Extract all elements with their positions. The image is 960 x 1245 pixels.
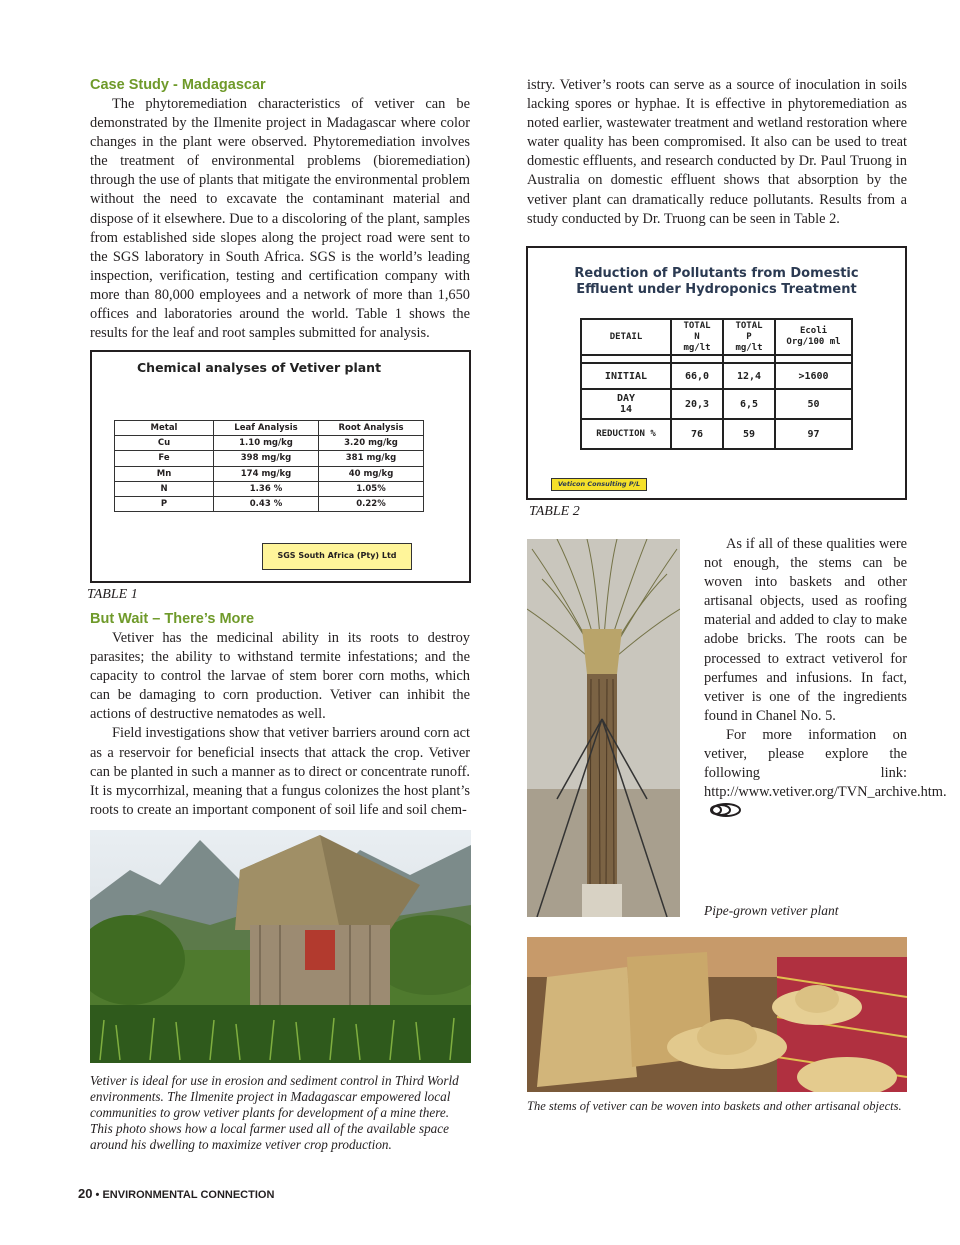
but-wait-paragraph-2: Field investigations show that vetiver barriers around corn act as a reservoir for beneficial insects that attack the crop. Vetiver can be planted in such a manner as to direct or concentrate runoff. It is mycorrhizal, meaning that a fungus colonizes the host plant’s roots to create an important component of soil life and soil chem- [90, 725, 470, 818]
table-cell: 50 [775, 389, 852, 419]
table1-header-cell: Metal [115, 421, 214, 436]
qualities-paragraph-2-text: For more information on vetiver, please explore the following link: http://www.vetiver.org/TVN_archive.htm. [704, 726, 947, 801]
table2-header-row [581, 319, 852, 355]
table-row [115, 496, 424, 511]
table2-row-label-text: 14 [619, 404, 633, 415]
page-footer [78, 1186, 274, 1201]
table2-row-label-text: DAY [616, 393, 636, 404]
but-wait-paragraph-1: Vetiver has the medicinal ability in its roots to destroy parasites; the ability to withstand termite infestations; and the capacity to control the larvae of stem borer corn moths, which can be damaging to corn production. Vetiver can inhibit the actions of destructive nematodes as well. [90, 630, 470, 723]
baskets-photo [527, 937, 907, 1092]
table2-row-label [581, 363, 671, 389]
table-cell: 0.22% [319, 496, 424, 511]
table-cell: 12,4 [723, 363, 775, 389]
pipe-caption-block [704, 903, 907, 919]
case-study-paragraph: The phytoremediation characteristics of vetiver can be demonstrated by the Ilmenite project in Madagascar where color changes in the plant were observed. Phytoremediation involves the treatment of environmental problems (bioremediation) through the use of plants that mitigate the environmental problem without the need to excavate the contaminant material and dispose of it elsewhere. Due to a discoloring of the plant, samples from established side slopes along the project road were sent to the SGS laboratory in South Africa. SGS is the world’s leading inspection, verification, testing and certification company with more than 80,000 employees and a network of more than 1,650 offices and laboratories around the world. Table 1 shows the results for the leaf and root samples submitted for analysis. [90, 96, 470, 342]
but-wait-section [90, 610, 470, 820]
table-row [581, 389, 852, 419]
baskets-illustration [527, 937, 907, 1092]
table-cell: 59 [723, 419, 775, 449]
table2-row-label-text: INITIAL [604, 370, 648, 382]
qualities-section [704, 535, 947, 821]
hut-photo-caption: Vetiver is ideal for use in erosion and sediment control in Third World environments. The Ilmenite project in Madagascar empowered local communities to grow vetiver plants for development of a mine there. This photo shows how a local farmer used all of the available space around his dwelling to maximize vetiver crop production. [90, 1073, 459, 1152]
table1-label: TABLE 1 [87, 587, 138, 602]
table-cell: Fe [115, 451, 214, 466]
table-cell: 20,3 [671, 389, 723, 419]
baskets-caption-block [527, 1098, 907, 1114]
table2-header-text: P [746, 331, 752, 342]
pipe-plant-caption: Pipe-grown vetiver plant [704, 903, 839, 918]
table1 [114, 420, 424, 512]
table-row [115, 436, 424, 451]
table-cell: 381 mg/kg [319, 451, 424, 466]
baskets-caption: The stems of vetiver can be woven into baskets and other artisanal objects. [527, 1099, 902, 1113]
table2-source-badge: Veticon Consulting P/L [551, 478, 647, 491]
qualities-paragraph-1: As if all of these qualities were not enough, the stems can be woven into baskets and other artisanal objects, used as roofing material and added to clay to make adobe bricks. The roots can be processed to extract vetiverol for perfumes and infusions. In fact, vetiver is one of the ingredients found in Chanel No. 5. [704, 536, 907, 724]
table2 [580, 318, 853, 450]
publication-name: ENVIRONMENTAL CONNECTION [102, 1189, 275, 1201]
table-cell: 174 mg/kg [214, 466, 319, 481]
table2-row-label-text: REDUCTION % [596, 428, 656, 439]
page-number: 20 [78, 1186, 93, 1201]
end-mark-icon [704, 803, 742, 817]
hut-photo-illustration [90, 830, 471, 1063]
table2-header-text: TOTAL [735, 320, 763, 331]
table-row [115, 481, 424, 496]
case-study-heading: Case Study - Madagascar [90, 77, 266, 93]
table2-header-cell [775, 319, 852, 355]
table-cell: Cu [115, 436, 214, 451]
table2-title-line2: Effluent under Hydroponics Treatment [576, 282, 857, 297]
footer-separator: • [95, 1189, 100, 1201]
table-cell: 3.20 mg/kg [319, 436, 424, 451]
table-row [115, 451, 424, 466]
table2-header-text: Org/100 ml [786, 337, 841, 347]
table-cell: 1.36 % [214, 481, 319, 496]
table-cell: 0.43 % [214, 496, 319, 511]
table2-title [528, 266, 905, 298]
table-row [581, 363, 852, 389]
but-wait-heading: But Wait – There’s More [90, 611, 255, 627]
table2-header-text: mg/lt [683, 342, 711, 353]
table-cell: 66,0 [671, 363, 723, 389]
table-cell: 1.05% [319, 481, 424, 496]
table-cell: 40 mg/kg [319, 466, 424, 481]
table2-row-label [581, 389, 671, 419]
table2-header-cell [671, 319, 723, 355]
continued-section [527, 76, 907, 229]
table-row [581, 419, 852, 449]
table2-header-text: TOTAL [683, 320, 711, 331]
table-row [115, 466, 424, 481]
table2-figure [526, 246, 907, 500]
pipe-plant-photo [527, 539, 680, 917]
table2-spacer-row [581, 355, 852, 363]
table2-header-text: mg/lt [735, 342, 763, 353]
table-cell: 76 [671, 419, 723, 449]
table2-header-cell [723, 319, 775, 355]
table2-row-label [581, 419, 671, 449]
continued-paragraph: istry. Vetiver’s roots can serve as a source of inoculation in soils lacking spores or hyphae. It is effective in phytoremediation as noted earlier, wastewater treatment and wetland restoration where water quality has been compromised. It also can be used to treat domestic effluents, and research conducted by Dr. Paul Truong in Australia on domestic effluent shows that absorption by the vetiver plant can dramatically reduce pollutants. Results from a study conducted by Dr. Truong can be seen in Table 2. [527, 77, 907, 227]
table-cell: P [115, 496, 214, 511]
table1-figure [90, 350, 471, 583]
table1-source-badge: SGS South Africa (Pty) Ltd [262, 543, 412, 570]
hut-photo-caption-block [90, 1073, 470, 1153]
table-cell: 398 mg/kg [214, 451, 319, 466]
table1-header-cell: Root Analysis [319, 421, 424, 436]
table2-header-cell [581, 319, 671, 355]
table1-header-row [115, 421, 424, 436]
table-cell: 6,5 [723, 389, 775, 419]
table2-header-text: N [694, 331, 700, 342]
hut-photo [90, 830, 471, 1063]
table-cell: Mn [115, 466, 214, 481]
table1-title: Chemical analyses of Vetiver plant [137, 360, 382, 375]
table2-header-text: DETAIL [609, 331, 643, 342]
table-cell: 1.10 mg/kg [214, 436, 319, 451]
pipe-plant-illustration [527, 539, 680, 917]
qualities-paragraph-2 [704, 726, 947, 821]
table2-label: TABLE 2 [529, 504, 580, 519]
table2-header-text: Ecoli [799, 326, 828, 336]
case-study-section [90, 76, 470, 343]
table-cell: N [115, 481, 214, 496]
table-cell: >1600 [775, 363, 852, 389]
table1-header-cell: Leaf Analysis [214, 421, 319, 436]
table2-title-line1: Reduction of Pollutants from Domestic [574, 266, 859, 281]
table-cell: 97 [775, 419, 852, 449]
